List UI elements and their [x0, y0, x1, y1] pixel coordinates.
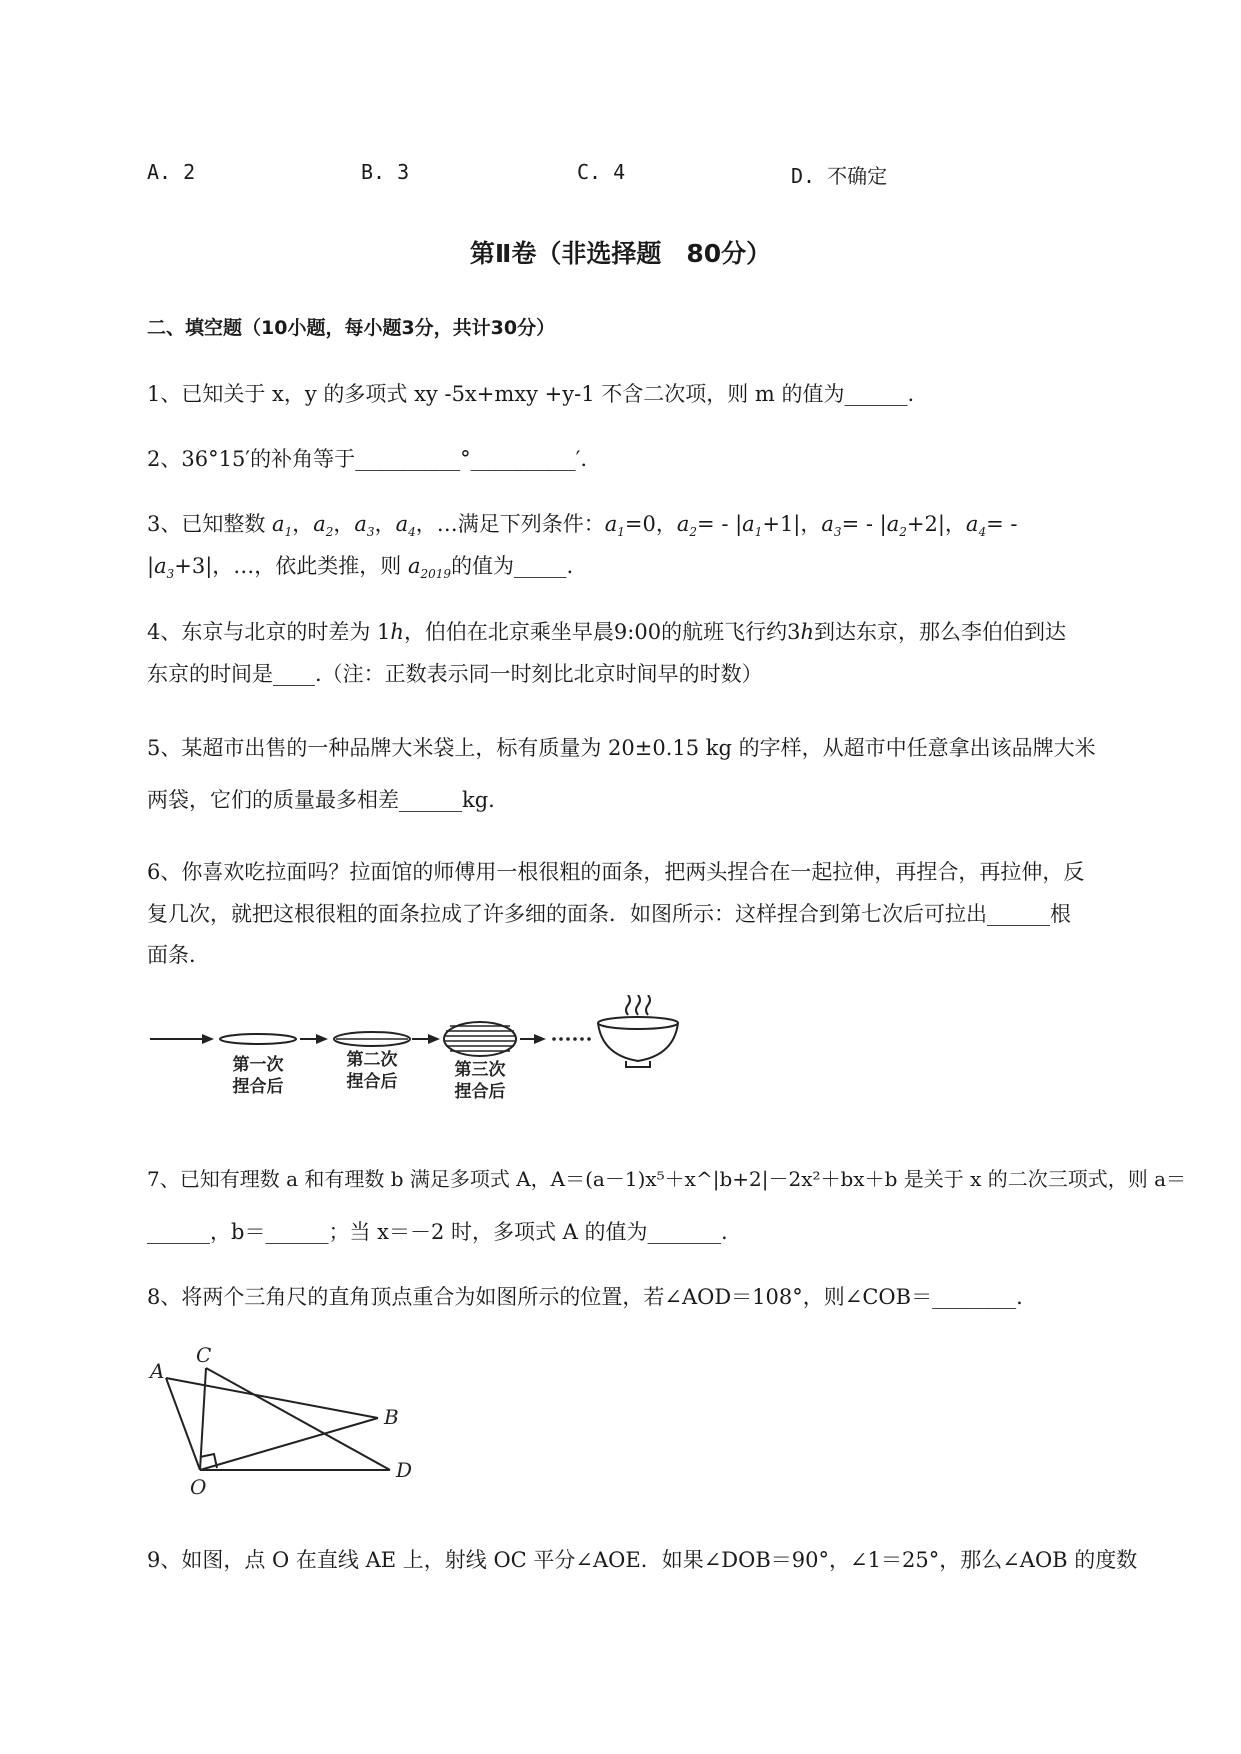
line-OA: [166, 1378, 200, 1470]
arrow-icon: [428, 1034, 440, 1044]
arrow-icon: [534, 1034, 546, 1044]
noodle-label-2a: 第二次: [346, 1050, 398, 1070]
noodle-figure: [140, 995, 700, 1105]
option-c: C. 4: [577, 160, 626, 184]
bowl-icon: [598, 995, 678, 1067]
noodle-label-3b: 捏合后: [454, 1082, 506, 1102]
arrow-icon: [202, 1034, 214, 1044]
option-d: D. 不确定: [791, 164, 888, 188]
question-9: 9、如图，点 O 在直线 AE 上，射线 OC 平分∠AOE．如果∠DOB＝90°，∠1＝25°，那么∠AOB 的度数: [147, 1548, 1138, 1572]
question-7-line-2: ______，b＝______；当 x＝－2 时，多项式 A 的值为_______.: [147, 1220, 728, 1244]
question-3-line-1: 3、已知整数 $a_1$，$a_2$，$a_3$，$a_4$，…满足下列条件：$a_1=0$，$a_2= - |a_1+1|$，$a_3= - |a_2+2|$，$a_4=$ -: [147, 512, 1018, 539]
question-3-line-2: $|a_3+3|$，…，依此类推，则 $a_{2019}$的值为_____.: [147, 554, 574, 581]
noodle-label-3a: 第三次: [454, 1060, 506, 1080]
question-1: 1、已知关于 x，y 的多项式 xy -5x+mxy +y-1 不含二次项，则 m 的值为______.: [147, 382, 915, 406]
noodle-label-1b: 捏合后: [232, 1077, 284, 1097]
question-4-line-1: 4、东京与北京的时差为 1h，伯伯在北京乘坐早晨9:00的航班飞行约3h到达东京，那么李伯伯到达: [147, 620, 1066, 644]
line-OC: [200, 1368, 206, 1470]
arrow-icon: [316, 1034, 328, 1044]
label-A: A: [150, 1359, 165, 1383]
question-8: 8、将两个三角尺的直角顶点重合为如图所示的位置，若∠AOD＝108°，则∠COB＝________.: [147, 1285, 1023, 1309]
question-7-line-1: 7、已知有理数 a 和有理数 b 满足多项式 A，A＝(a－1)x⁵＋x^|b+2|－2x²＋bx＋b 是关于 x 的二次三项式，则 a＝: [147, 1167, 1187, 1191]
noodle-label-1a: 第一次: [232, 1055, 284, 1075]
question-5-line-1: 5、某超市出售的一种品牌大米袋上，标有质量为 20±0.15 kg 的字样，从超市中任意拿出该品牌大米: [147, 736, 1096, 760]
question-6-line-1: 6、你喜欢吃拉面吗？拉面馆的师傅用一根很粗的面条，把两头捏合在一起拉伸，再捏合，再拉伸，反: [147, 860, 1085, 884]
question-5-line-2: 两袋，它们的质量最多相差______kg.: [147, 788, 495, 812]
line-AB: [166, 1378, 378, 1418]
section-title: 二、填空题（10小题，每小题3分，共计30分）: [147, 317, 556, 339]
question-2: 2、36°15′的补角等于__________°__________′.: [147, 447, 588, 471]
noodle-1: [220, 1034, 296, 1044]
option-a: A. 2: [147, 160, 196, 184]
noodle-label-2b: 捏合后: [346, 1072, 398, 1092]
option-b: B. 3: [361, 160, 410, 184]
question-6-line-3: 面条．: [147, 943, 210, 967]
dots: [552, 1037, 591, 1041]
label-C: C: [196, 1343, 212, 1367]
label-O: O: [190, 1475, 207, 1499]
line-OB: [200, 1418, 378, 1470]
part-title: 第Ⅱ卷（非选择题 80分）: [469, 239, 772, 268]
label-D: D: [396, 1458, 413, 1482]
question-6-line-2: 复几次，就把这根很粗的面条拉成了许多细的面条．如图所示：这样捏合到第七次后可拉出______根: [147, 902, 1071, 926]
label-B: B: [384, 1405, 399, 1429]
triangle-figure: [140, 1340, 440, 1500]
line-CD: [206, 1368, 390, 1470]
question-4-line-2: 东京的时间是____.（注：正数表示同一时刻比北京时间早的时数）: [147, 662, 763, 686]
